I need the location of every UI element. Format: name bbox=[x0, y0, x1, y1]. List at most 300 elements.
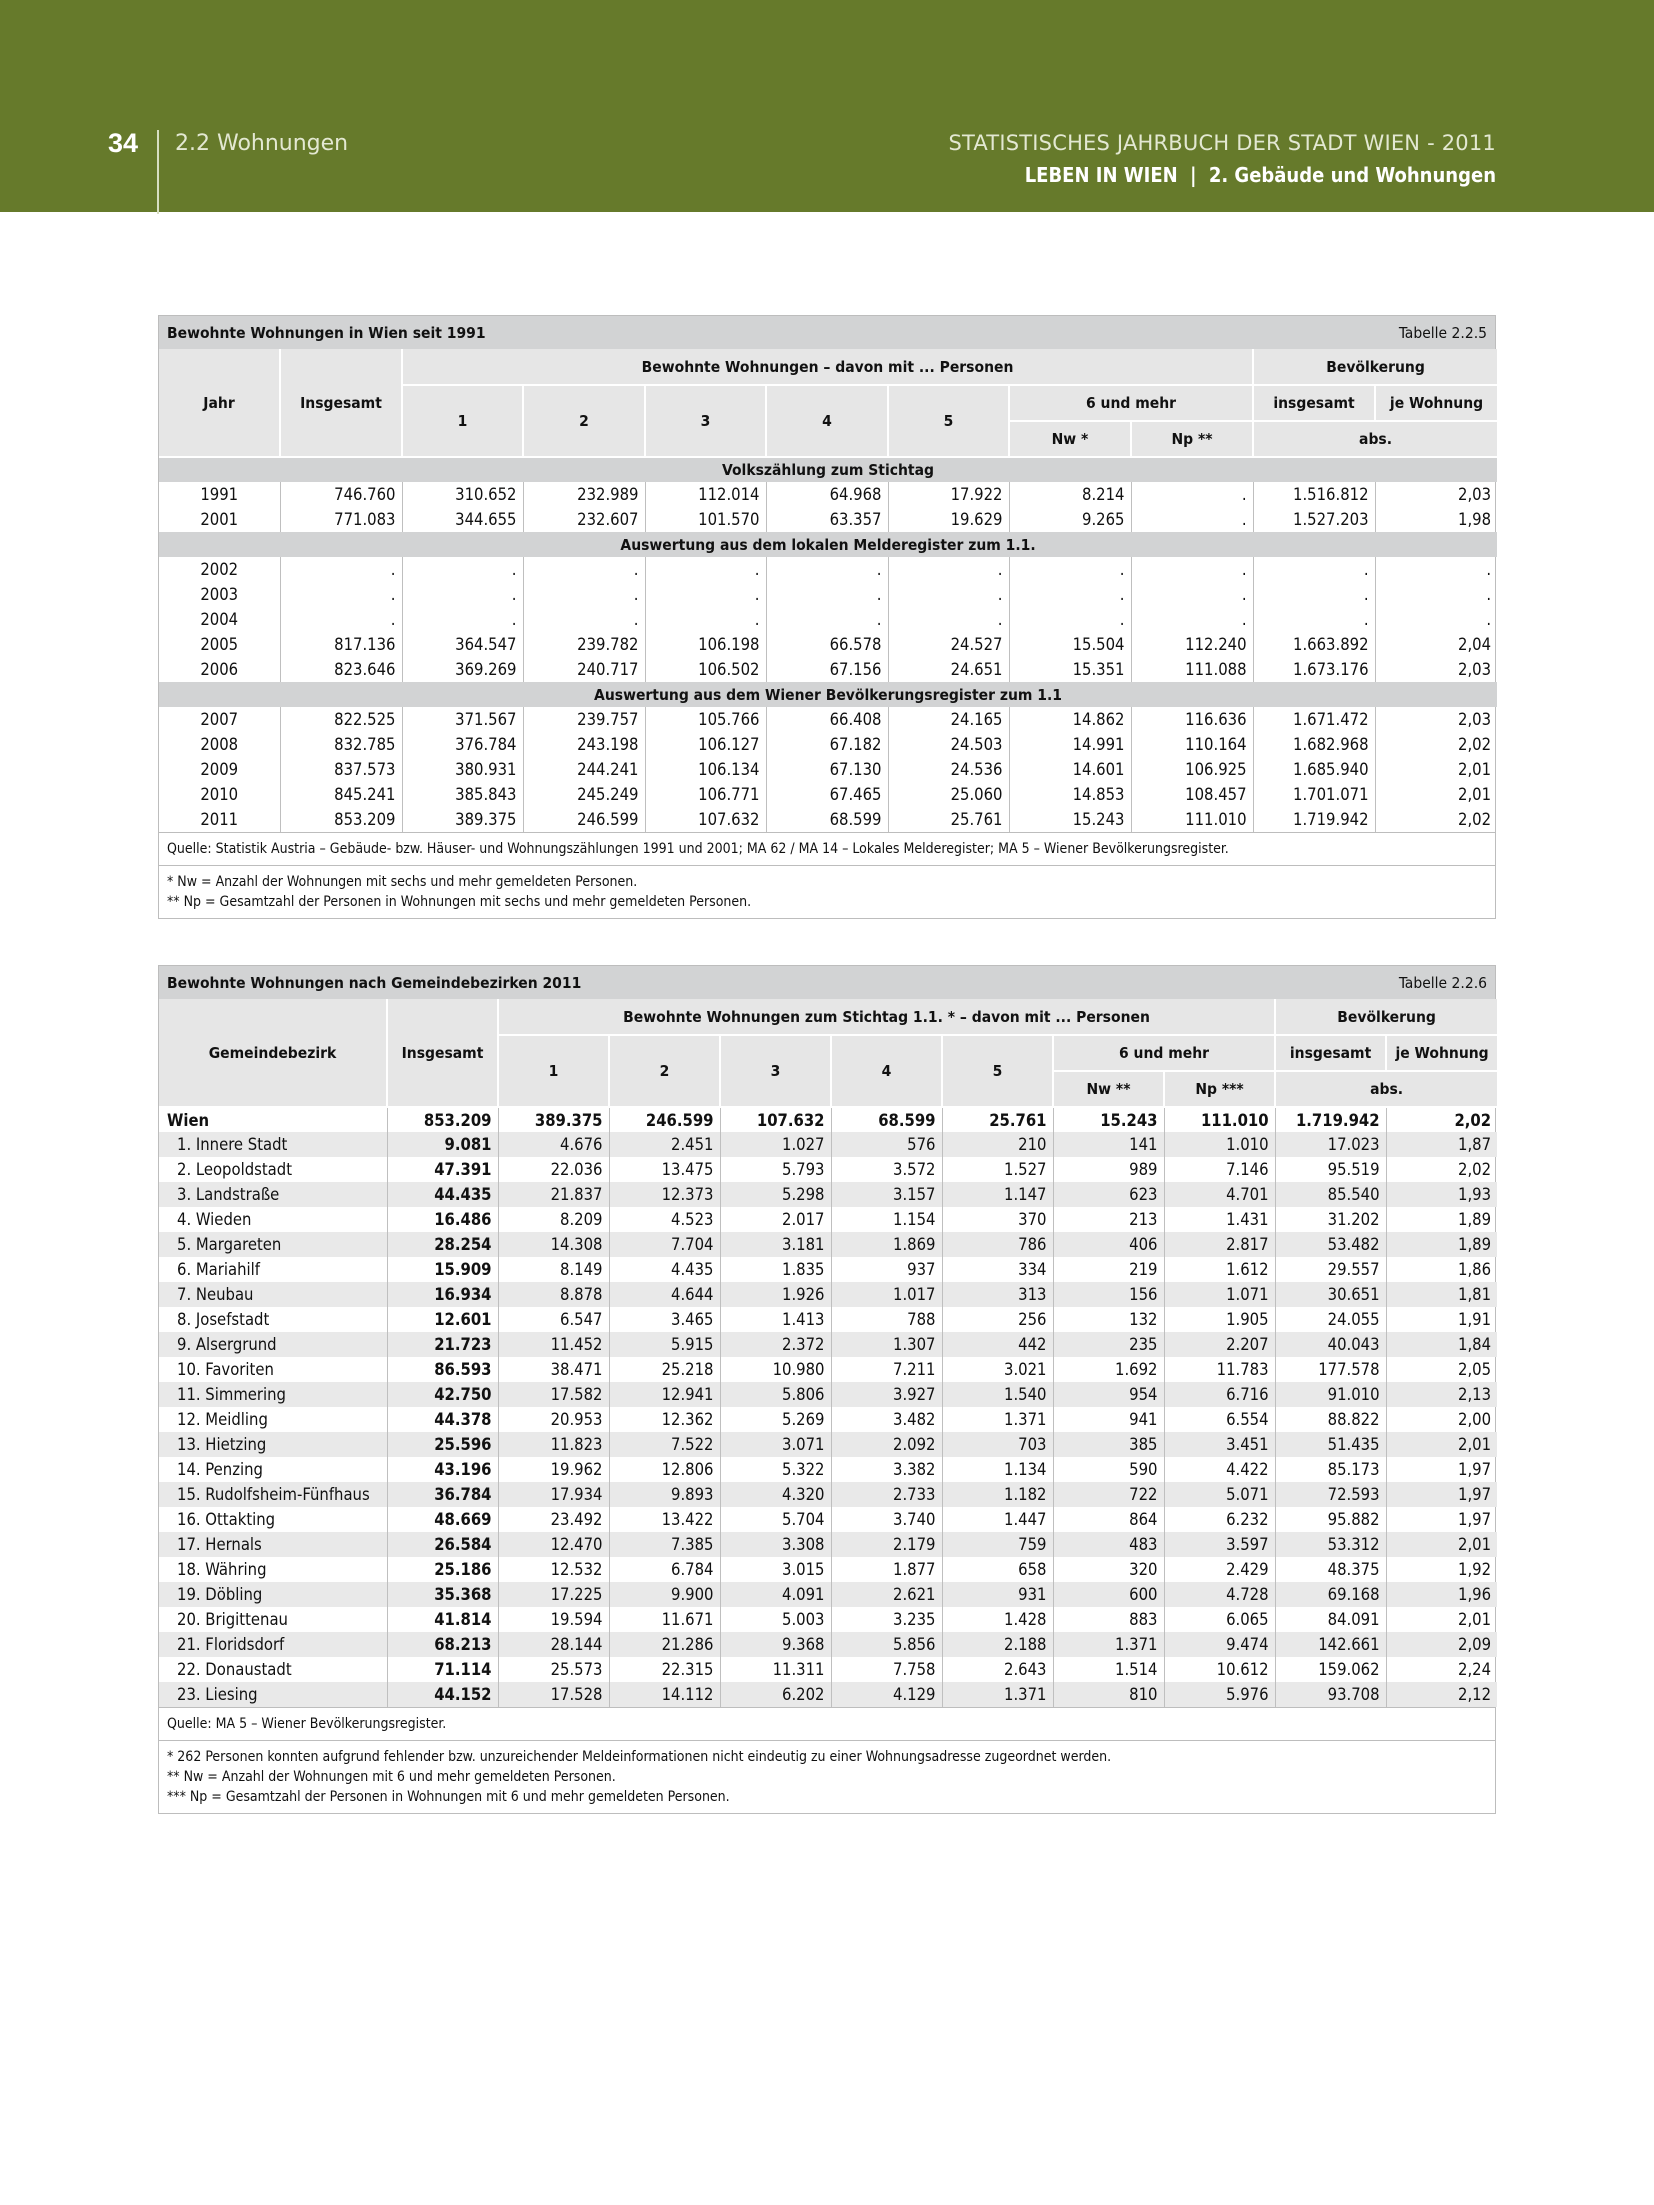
value-cell: 5.806 bbox=[720, 1382, 831, 1407]
value-cell: 310.652 bbox=[402, 482, 523, 507]
value-cell: 66.408 bbox=[766, 707, 888, 732]
value-cell: 1.692 bbox=[1053, 1357, 1164, 1382]
value-cell: 1,97 bbox=[1458, 1510, 1492, 1529]
col-header-year: Jahr bbox=[159, 349, 280, 457]
value-cell: 85.173 bbox=[1275, 1457, 1386, 1482]
value-cell: 12.470 bbox=[498, 1532, 609, 1557]
value-cell: 232.989 bbox=[523, 482, 645, 507]
value-cell: 17.934 bbox=[498, 1482, 609, 1507]
table-row bbox=[159, 782, 1497, 807]
value-cell: 1.447 bbox=[942, 1507, 1053, 1532]
value-cell: 53.482 bbox=[1275, 1232, 1386, 1257]
value-cell: 2,01 bbox=[1458, 785, 1492, 804]
value-cell: 406 bbox=[1053, 1232, 1164, 1257]
value-cell: 1.869 bbox=[831, 1232, 942, 1257]
value-cell: 91.010 bbox=[1275, 1382, 1386, 1407]
value-cell: 5.793 bbox=[720, 1157, 831, 1182]
value-cell: 1.428 bbox=[942, 1607, 1053, 1632]
value-cell: 17.225 bbox=[498, 1582, 609, 1607]
value-cell: 370 bbox=[942, 1207, 1053, 1232]
row-label-cell: 10. Favoriten bbox=[159, 1357, 387, 1382]
value-cell: 38.471 bbox=[498, 1357, 609, 1382]
value-cell: 25.060 bbox=[888, 782, 1009, 807]
value-cell: 72.593 bbox=[1275, 1482, 1386, 1507]
row-label-cell: 3. Landstraße bbox=[159, 1182, 387, 1207]
value-cell: 15.243 bbox=[1009, 807, 1131, 832]
value-cell: 1.307 bbox=[831, 1332, 942, 1357]
value-cell: 19.629 bbox=[888, 507, 1009, 532]
table-source: Quelle: Statistik Austria – Gebäude- bzw. Häuser- und Wohnungszählungen 1991 und 2001; MA 62 / MA 14 – Lokales Melderegister; MA 5 – Wiener Bevölkerungsregister. bbox=[159, 832, 1495, 865]
value-cell: 106.198 bbox=[645, 632, 766, 657]
value-cell: 9.900 bbox=[609, 1582, 720, 1607]
value-cell: 320 bbox=[1053, 1557, 1164, 1582]
value-cell: 1.516.812 bbox=[1253, 482, 1375, 507]
value-cell: 442 bbox=[942, 1332, 1053, 1357]
value-cell: 4.701 bbox=[1164, 1182, 1275, 1207]
table-source: Quelle: MA 5 – Wiener Bevölkerungsregister. bbox=[159, 1707, 1495, 1740]
value-cell: 14.862 bbox=[1009, 707, 1131, 732]
value-cell: 26.584 bbox=[387, 1532, 498, 1557]
value-cell: . bbox=[888, 607, 1009, 632]
chapter-title-a: LEBEN IN WIEN bbox=[1024, 163, 1178, 187]
value-cell: 810 bbox=[1053, 1682, 1164, 1707]
table-row bbox=[159, 1682, 1497, 1707]
row-label-cell: 12. Meidling bbox=[159, 1407, 387, 1432]
value-cell: 7.522 bbox=[609, 1432, 720, 1457]
col-header-5: 5 bbox=[942, 1035, 1053, 1107]
value-cell: 71.114 bbox=[387, 1657, 498, 1682]
value-cell: 1.017 bbox=[831, 1282, 942, 1307]
chapter-title-b: 2. Gebäude und Wohnungen bbox=[1208, 163, 1496, 187]
value-cell: 746.760 bbox=[280, 482, 402, 507]
value-cell: 9.893 bbox=[609, 1482, 720, 1507]
value-cell: 1.527.203 bbox=[1253, 507, 1375, 532]
value-cell: 2.207 bbox=[1164, 1332, 1275, 1357]
value-cell: 15.909 bbox=[387, 1257, 498, 1282]
value-cell: 703 bbox=[942, 1432, 1053, 1457]
value-cell: 69.168 bbox=[1275, 1582, 1386, 1607]
value-cell: 12.362 bbox=[609, 1407, 720, 1432]
value-cell: 106.502 bbox=[645, 657, 766, 682]
value-cell: 2,00 bbox=[1458, 1410, 1492, 1429]
value-cell: 2.817 bbox=[1164, 1232, 1275, 1257]
row-label-cell: 1991 bbox=[159, 482, 280, 507]
value-cell: 3.235 bbox=[831, 1607, 942, 1632]
table-row bbox=[159, 1457, 1497, 1482]
row-label-cell: 4. Wieden bbox=[159, 1207, 387, 1232]
value-cell: 15.504 bbox=[1009, 632, 1131, 657]
table-title-bar bbox=[159, 316, 1495, 349]
value-cell: 1.877 bbox=[831, 1557, 942, 1582]
row-label-cell: 19. Döbling bbox=[159, 1582, 387, 1607]
value-cell: 107.632 bbox=[645, 807, 766, 832]
table-row bbox=[159, 1382, 1497, 1407]
value-cell: 11.452 bbox=[498, 1332, 609, 1357]
page-number: 34 bbox=[108, 128, 139, 158]
value-cell: 864 bbox=[1053, 1507, 1164, 1532]
col-header-group: Bewohnte Wohnungen zum Stichtag 1.1. * – davon mit ... Personen bbox=[498, 999, 1275, 1035]
value-cell: 4.129 bbox=[831, 1682, 942, 1707]
value-cell: 1.719.942 bbox=[1253, 807, 1375, 832]
row-label-cell: 2004 bbox=[159, 607, 280, 632]
value-cell: 1,86 bbox=[1458, 1260, 1492, 1279]
value-cell: 344.655 bbox=[402, 507, 523, 532]
value-cell: 941 bbox=[1053, 1407, 1164, 1432]
row-label-cell: 18. Währing bbox=[159, 1557, 387, 1582]
row-label-cell: 17. Hernals bbox=[159, 1532, 387, 1557]
value-cell: 14.853 bbox=[1009, 782, 1131, 807]
col-header-abs: abs. bbox=[1275, 1071, 1497, 1107]
value-cell: . bbox=[402, 557, 523, 582]
value-cell: 24.651 bbox=[888, 657, 1009, 682]
value-cell: 1.514 bbox=[1053, 1657, 1164, 1682]
value-cell: . bbox=[766, 607, 888, 632]
data-table bbox=[159, 999, 1497, 1707]
value-cell: 1.673.176 bbox=[1253, 657, 1375, 682]
table-row bbox=[159, 507, 1497, 532]
value-cell: 41.814 bbox=[387, 1607, 498, 1632]
value-cell: 2.017 bbox=[720, 1207, 831, 1232]
value-cell: 17.582 bbox=[498, 1382, 609, 1407]
value-cell: . bbox=[1253, 582, 1375, 607]
value-cell: . bbox=[645, 582, 766, 607]
value-cell: 1,81 bbox=[1386, 1282, 1497, 1307]
table-label: Tabelle 2.2.5 bbox=[1398, 323, 1487, 342]
value-cell: 95.882 bbox=[1275, 1507, 1386, 1532]
table-row bbox=[159, 1532, 1497, 1557]
value-cell: 107.632 bbox=[720, 1107, 831, 1132]
value-cell: 8.878 bbox=[498, 1282, 609, 1307]
value-cell: 2.179 bbox=[831, 1532, 942, 1557]
value-cell: 722 bbox=[1053, 1482, 1164, 1507]
value-cell: 93.708 bbox=[1275, 1682, 1386, 1707]
table-note: *** Np = Gesamtzahl der Personen in Wohnungen mit 6 und mehr gemeldeten Personen. bbox=[167, 1789, 730, 1805]
value-cell: 48.669 bbox=[387, 1507, 498, 1532]
table-row bbox=[159, 1332, 1497, 1357]
col-header-abs: abs. bbox=[1253, 421, 1497, 457]
total-row bbox=[159, 1107, 1497, 1132]
value-cell: 3.482 bbox=[831, 1407, 942, 1432]
value-cell: 9.081 bbox=[387, 1132, 498, 1157]
value-cell: 20.953 bbox=[498, 1407, 609, 1432]
value-cell: 5.298 bbox=[720, 1182, 831, 1207]
row-label-cell: 2009 bbox=[159, 757, 280, 782]
value-cell: 2.643 bbox=[942, 1657, 1053, 1682]
value-cell: 67.156 bbox=[766, 657, 888, 682]
value-cell: 1,91 bbox=[1458, 1310, 1492, 1329]
value-cell: 380.931 bbox=[402, 757, 523, 782]
value-cell: 239.757 bbox=[523, 707, 645, 732]
value-cell: 21.723 bbox=[387, 1332, 498, 1357]
section-heading: Volkszählung zum Stichtag bbox=[159, 457, 1497, 482]
value-cell: 112.014 bbox=[645, 482, 766, 507]
table-row bbox=[159, 732, 1497, 757]
value-cell: 44.378 bbox=[387, 1407, 498, 1432]
value-cell: 17.922 bbox=[888, 482, 1009, 507]
table-row bbox=[159, 607, 1497, 632]
value-cell: . bbox=[402, 607, 523, 632]
value-cell: 106.134 bbox=[645, 757, 766, 782]
col-header-5: 5 bbox=[888, 385, 1009, 457]
table-row bbox=[159, 757, 1497, 782]
value-cell: . bbox=[1131, 582, 1253, 607]
value-cell: 837.573 bbox=[280, 757, 402, 782]
value-cell: 4.728 bbox=[1164, 1582, 1275, 1607]
value-cell: . bbox=[1009, 607, 1131, 632]
value-cell: 6.232 bbox=[1164, 1507, 1275, 1532]
value-cell: 2,01 bbox=[1458, 760, 1492, 779]
value-cell: 10.980 bbox=[720, 1357, 831, 1382]
chapter-separator: | bbox=[1189, 163, 1197, 187]
col-header-six-plus: 6 und mehr bbox=[1053, 1035, 1275, 1071]
value-cell: 1.612 bbox=[1164, 1257, 1275, 1282]
table-row bbox=[159, 557, 1497, 582]
table-row bbox=[159, 1607, 1497, 1632]
value-cell: . bbox=[766, 582, 888, 607]
table-row bbox=[159, 1582, 1497, 1607]
value-cell: 177.578 bbox=[1275, 1357, 1386, 1382]
value-cell: . bbox=[523, 557, 645, 582]
value-cell: 376.784 bbox=[402, 732, 523, 757]
row-label-cell: 1. Innere Stadt bbox=[159, 1132, 387, 1157]
value-cell: . bbox=[888, 582, 1009, 607]
value-cell: 1,92 bbox=[1458, 1560, 1492, 1579]
page-header-band bbox=[0, 0, 1654, 212]
value-cell: 1,96 bbox=[1386, 1582, 1497, 1607]
value-cell: 12.806 bbox=[609, 1457, 720, 1482]
col-header-np: Np ** bbox=[1131, 421, 1253, 457]
value-cell: 19.962 bbox=[498, 1457, 609, 1482]
value-cell: 35.368 bbox=[387, 1582, 498, 1607]
value-cell: 3.927 bbox=[831, 1382, 942, 1407]
table-note: ** Nw = Anzahl der Wohnungen mit 6 und mehr gemeldeten Personen. bbox=[167, 1769, 616, 1785]
value-cell: . bbox=[1253, 557, 1375, 582]
value-cell: 14.601 bbox=[1009, 757, 1131, 782]
value-cell: 15.351 bbox=[1009, 657, 1131, 682]
row-label-cell: 16. Ottakting bbox=[159, 1507, 387, 1532]
table-row bbox=[159, 807, 1497, 832]
value-cell: . bbox=[1486, 585, 1492, 604]
value-cell: . bbox=[523, 607, 645, 632]
row-label-cell: 2. Leopoldstadt bbox=[159, 1157, 387, 1182]
value-cell: 16.486 bbox=[387, 1207, 498, 1232]
value-cell: 106.925 bbox=[1131, 757, 1253, 782]
value-cell: 24.527 bbox=[888, 632, 1009, 657]
value-cell: 1.134 bbox=[942, 1457, 1053, 1482]
value-cell: 2,01 bbox=[1386, 1432, 1497, 1457]
table-title-bar bbox=[159, 966, 1495, 999]
table-label: Tabelle 2.2.6 bbox=[1398, 973, 1487, 992]
value-cell: 1.182 bbox=[942, 1482, 1053, 1507]
table-row bbox=[159, 632, 1497, 657]
value-cell: 954 bbox=[1053, 1382, 1164, 1407]
value-cell: 883 bbox=[1053, 1607, 1164, 1632]
value-cell: 1.154 bbox=[831, 1207, 942, 1232]
value-cell: . bbox=[280, 607, 402, 632]
col-header-3: 3 bbox=[645, 385, 766, 457]
value-cell: 6.065 bbox=[1164, 1607, 1275, 1632]
value-cell: . bbox=[645, 607, 766, 632]
value-cell: 2,09 bbox=[1386, 1632, 1497, 1657]
value-cell: . bbox=[1009, 582, 1131, 607]
value-cell: 31.202 bbox=[1275, 1207, 1386, 1232]
value-cell: 4.676 bbox=[498, 1132, 609, 1157]
value-cell: 12.941 bbox=[609, 1382, 720, 1407]
section-heading-row bbox=[159, 682, 1497, 707]
value-cell: 385 bbox=[1053, 1432, 1164, 1457]
value-cell: . bbox=[766, 557, 888, 582]
value-cell: 389.375 bbox=[402, 807, 523, 832]
section-heading: Auswertung aus dem Wiener Bevölkerungsregister zum 1.1 bbox=[159, 682, 1497, 707]
row-label-cell: 2002 bbox=[159, 557, 280, 582]
value-cell: 853.209 bbox=[280, 807, 402, 832]
value-cell: 1,84 bbox=[1386, 1332, 1497, 1357]
value-cell: 95.519 bbox=[1275, 1157, 1386, 1182]
value-cell: 24.055 bbox=[1275, 1307, 1386, 1332]
value-cell: 110.164 bbox=[1131, 732, 1253, 757]
value-cell: 823.646 bbox=[280, 657, 402, 682]
value-cell: 2,13 bbox=[1386, 1382, 1497, 1407]
value-cell: 1,87 bbox=[1386, 1132, 1497, 1157]
value-cell: 9.368 bbox=[720, 1632, 831, 1657]
value-cell: 334 bbox=[942, 1257, 1053, 1282]
table-notes bbox=[159, 865, 1495, 918]
data-table bbox=[159, 349, 1497, 832]
value-cell: 7.211 bbox=[831, 1357, 942, 1382]
row-label-cell: 9. Alsergrund bbox=[159, 1332, 387, 1357]
table-title: Bewohnte Wohnungen nach Gemeindebezirken 2011 bbox=[167, 973, 582, 992]
value-cell: 931 bbox=[942, 1582, 1053, 1607]
value-cell: 1.701.071 bbox=[1253, 782, 1375, 807]
value-cell: 14.112 bbox=[609, 1682, 720, 1707]
row-label-cell: 8. Josefstadt bbox=[159, 1307, 387, 1332]
value-cell: 47.391 bbox=[387, 1157, 498, 1182]
value-cell: 623 bbox=[1053, 1182, 1164, 1207]
value-cell: 43.196 bbox=[387, 1457, 498, 1482]
row-label-cell: 22. Donaustadt bbox=[159, 1657, 387, 1682]
table-row bbox=[159, 1157, 1497, 1182]
value-cell: . bbox=[1486, 560, 1492, 579]
value-cell: 21.837 bbox=[498, 1182, 609, 1207]
value-cell: 25.596 bbox=[387, 1432, 498, 1457]
value-cell: 3.382 bbox=[831, 1457, 942, 1482]
value-cell: 111.010 bbox=[1164, 1107, 1275, 1132]
value-cell: 15.243 bbox=[1053, 1107, 1164, 1132]
value-cell: 8.214 bbox=[1009, 482, 1131, 507]
section-heading-row bbox=[159, 457, 1497, 482]
value-cell: 25.573 bbox=[498, 1657, 609, 1682]
value-cell: 22.036 bbox=[498, 1157, 609, 1182]
value-cell: . bbox=[280, 557, 402, 582]
value-cell: 2,24 bbox=[1458, 1660, 1492, 1679]
value-cell: 64.968 bbox=[766, 482, 888, 507]
row-label-cell: 2008 bbox=[159, 732, 280, 757]
table-row bbox=[159, 1657, 1497, 1682]
row-label-cell: 2001 bbox=[159, 507, 280, 532]
value-cell: 235 bbox=[1053, 1332, 1164, 1357]
value-cell: 2,02 bbox=[1458, 1160, 1492, 1179]
value-cell: 6.784 bbox=[609, 1557, 720, 1582]
value-cell: 36.784 bbox=[387, 1482, 498, 1507]
value-cell: 1.905 bbox=[1164, 1307, 1275, 1332]
value-cell: 4.422 bbox=[1164, 1457, 1275, 1482]
value-cell: 2,02 bbox=[1454, 1110, 1492, 1130]
value-cell: 12.601 bbox=[387, 1307, 498, 1332]
value-cell: 8.149 bbox=[498, 1257, 609, 1282]
value-cell: 84.091 bbox=[1275, 1607, 1386, 1632]
value-cell: 25.218 bbox=[609, 1357, 720, 1382]
value-cell: 24.165 bbox=[888, 707, 1009, 732]
value-cell: 1.719.942 bbox=[1275, 1107, 1386, 1132]
value-cell: 822.525 bbox=[280, 707, 402, 732]
section-title: 2.2 Wohnungen bbox=[175, 131, 349, 156]
value-cell: 23.492 bbox=[498, 1507, 609, 1532]
value-cell: 6.547 bbox=[498, 1307, 609, 1332]
col-header-4: 4 bbox=[766, 385, 888, 457]
table-title: Bewohnte Wohnungen in Wien seit 1991 bbox=[167, 323, 486, 342]
value-cell: 159.062 bbox=[1275, 1657, 1386, 1682]
value-cell: 832.785 bbox=[280, 732, 402, 757]
value-cell: 5.976 bbox=[1164, 1682, 1275, 1707]
value-cell: 246.599 bbox=[609, 1107, 720, 1132]
value-cell: 156 bbox=[1053, 1282, 1164, 1307]
value-cell: 88.822 bbox=[1275, 1407, 1386, 1432]
value-cell: 13.422 bbox=[609, 1507, 720, 1532]
table-2-2-5 bbox=[158, 315, 1496, 919]
value-cell: 11.311 bbox=[720, 1657, 831, 1682]
value-cell: 25.761 bbox=[942, 1107, 1053, 1132]
col-header-pop-total: insgesamt bbox=[1275, 1035, 1386, 1071]
table-note: * Nw = Anzahl der Wohnungen mit sechs und mehr gemeldeten Personen. bbox=[167, 874, 638, 890]
value-cell: 67.182 bbox=[766, 732, 888, 757]
value-cell: 389.375 bbox=[498, 1107, 609, 1132]
value-cell: 788 bbox=[831, 1307, 942, 1332]
value-cell: 12.373 bbox=[609, 1182, 720, 1207]
value-cell: 239.782 bbox=[523, 632, 645, 657]
value-cell: 132 bbox=[1053, 1307, 1164, 1332]
value-cell: 17.528 bbox=[498, 1682, 609, 1707]
value-cell: 3.015 bbox=[720, 1557, 831, 1582]
value-cell: 7.758 bbox=[831, 1657, 942, 1682]
value-cell: . bbox=[888, 557, 1009, 582]
row-label-cell: 2007 bbox=[159, 707, 280, 732]
value-cell: 2.621 bbox=[831, 1582, 942, 1607]
value-cell: 11.823 bbox=[498, 1432, 609, 1457]
section-heading-row bbox=[159, 532, 1497, 557]
header-divider bbox=[157, 130, 159, 214]
value-cell: 3.451 bbox=[1164, 1432, 1275, 1457]
value-cell: 48.375 bbox=[1275, 1557, 1386, 1582]
value-cell: 937 bbox=[831, 1257, 942, 1282]
value-cell: 5.003 bbox=[720, 1607, 831, 1632]
value-cell: 40.043 bbox=[1275, 1332, 1386, 1357]
row-label-cell: 14. Penzing bbox=[159, 1457, 387, 1482]
value-cell: 19.594 bbox=[498, 1607, 609, 1632]
value-cell: 2,03 bbox=[1458, 660, 1492, 679]
col-header-3: 3 bbox=[720, 1035, 831, 1107]
value-cell: 68.599 bbox=[831, 1107, 942, 1132]
value-cell: 590 bbox=[1053, 1457, 1164, 1482]
table-row bbox=[159, 657, 1497, 682]
col-header-2: 2 bbox=[609, 1035, 720, 1107]
value-cell: 213 bbox=[1053, 1207, 1164, 1232]
col-header-nw: Nw * bbox=[1009, 421, 1131, 457]
section-heading: Auswertung aus dem lokalen Melderegister zum 1.1. bbox=[159, 532, 1497, 557]
value-cell: 1.027 bbox=[720, 1132, 831, 1157]
value-cell: 244.241 bbox=[523, 757, 645, 782]
value-cell: 483 bbox=[1053, 1532, 1164, 1557]
table-row bbox=[159, 582, 1497, 607]
